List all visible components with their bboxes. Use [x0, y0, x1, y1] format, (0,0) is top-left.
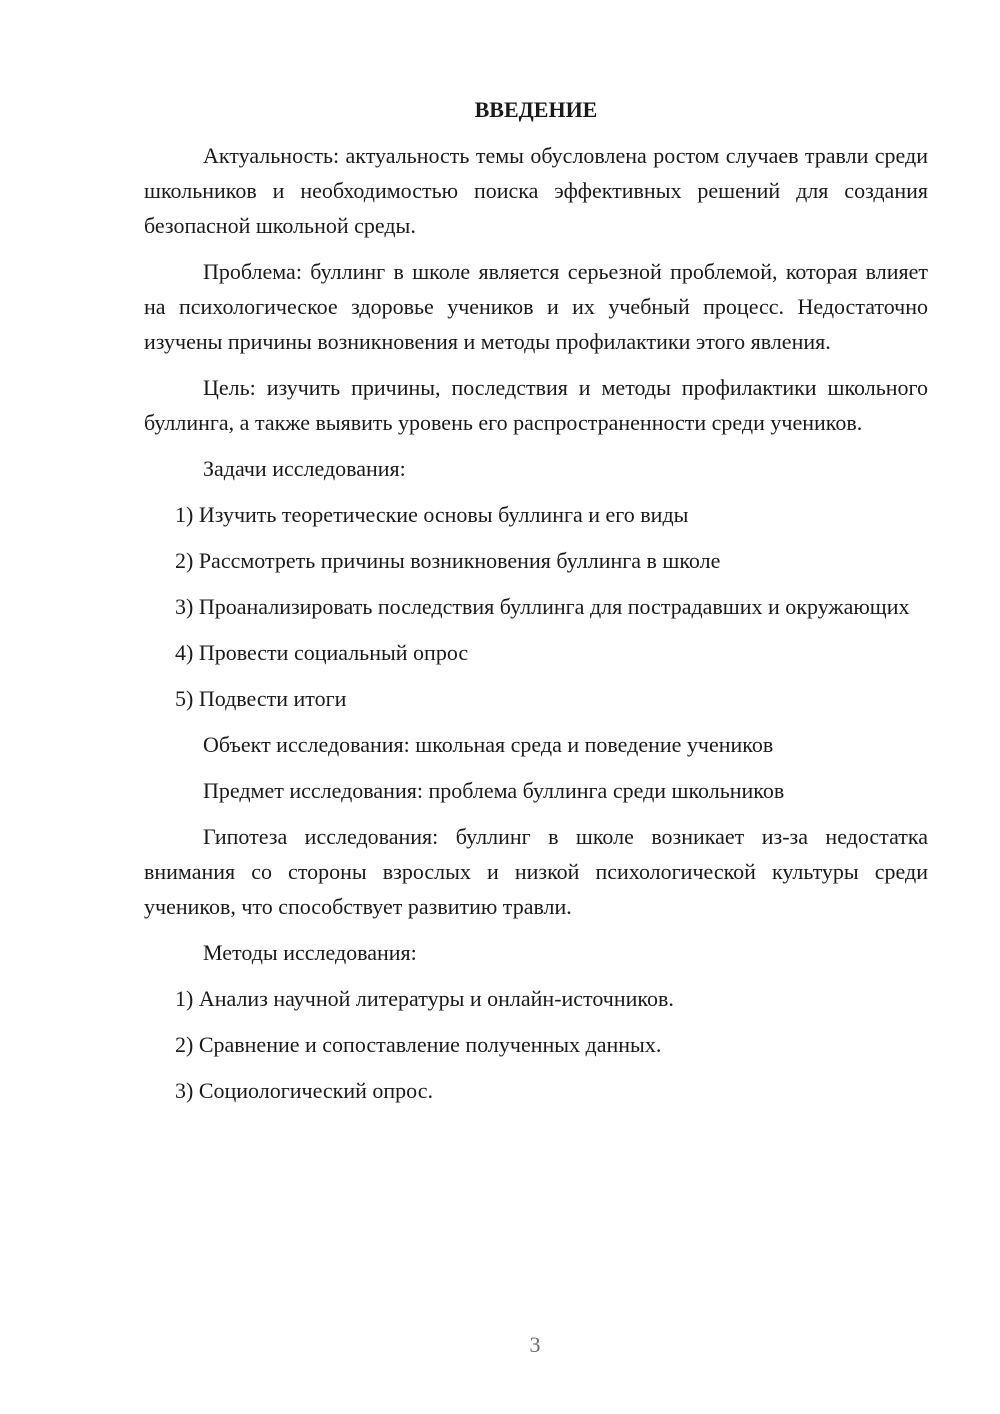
goal-paragraph: Цель: изучить причины, последствия и методы профилактики школьного буллинга, а также выявить уровень его распространенности среди учеников.	[144, 375, 928, 435]
document-page	[144, 92, 928, 1119]
task-item: 3) Проанализировать последствия буллинга для пострадавших и окружающих	[175, 594, 910, 619]
tasks-title: Задачи исследования:	[203, 456, 406, 481]
task-item: 4) Провести социальный опрос	[175, 640, 469, 665]
problem-paragraph: Проблема: буллинг в школе является серьезной проблемой, которая влияет на психологическое здоровье учеников и их учебный процесс. Недостаточно изучены причины возникновения и методы профилактики этого явления.	[144, 259, 928, 354]
task-item: 5) Подвести итоги	[175, 686, 347, 711]
methods-title: Методы исследования:	[203, 940, 417, 965]
subject-paragraph: Предмет исследования: проблема буллинга среди школьников	[203, 778, 785, 803]
page-number: 3	[529, 1332, 541, 1357]
relevance-paragraph: Актуальность: актуальность темы обусловлена ростом случаев травли среди школьников и необходимостью поиска эффективных решений для создания безопасной школьной среды.	[144, 143, 928, 238]
method-item: 2) Сравнение и сопоставление полученных данных.	[175, 1032, 662, 1057]
hypothesis-paragraph: Гипотеза исследования: буллинг в школе возникает из-за недостатка внимания со стороны взрослых и низкой психологической культуры среди учеников, что способствует развитию травли.	[144, 824, 928, 919]
task-item: 1) Изучить теоретические основы буллинга и его виды	[175, 502, 689, 527]
method-item: 1) Анализ научной литературы и онлайн-источников.	[175, 986, 674, 1011]
method-item: 3) Социологический опрос.	[175, 1078, 433, 1103]
object-paragraph: Объект исследования: школьная среда и поведение учеников	[203, 732, 774, 757]
task-item: 2) Рассмотреть причины возникновения буллинга в школе	[175, 548, 721, 573]
section-heading: ВВЕДЕНИЕ	[474, 97, 598, 122]
